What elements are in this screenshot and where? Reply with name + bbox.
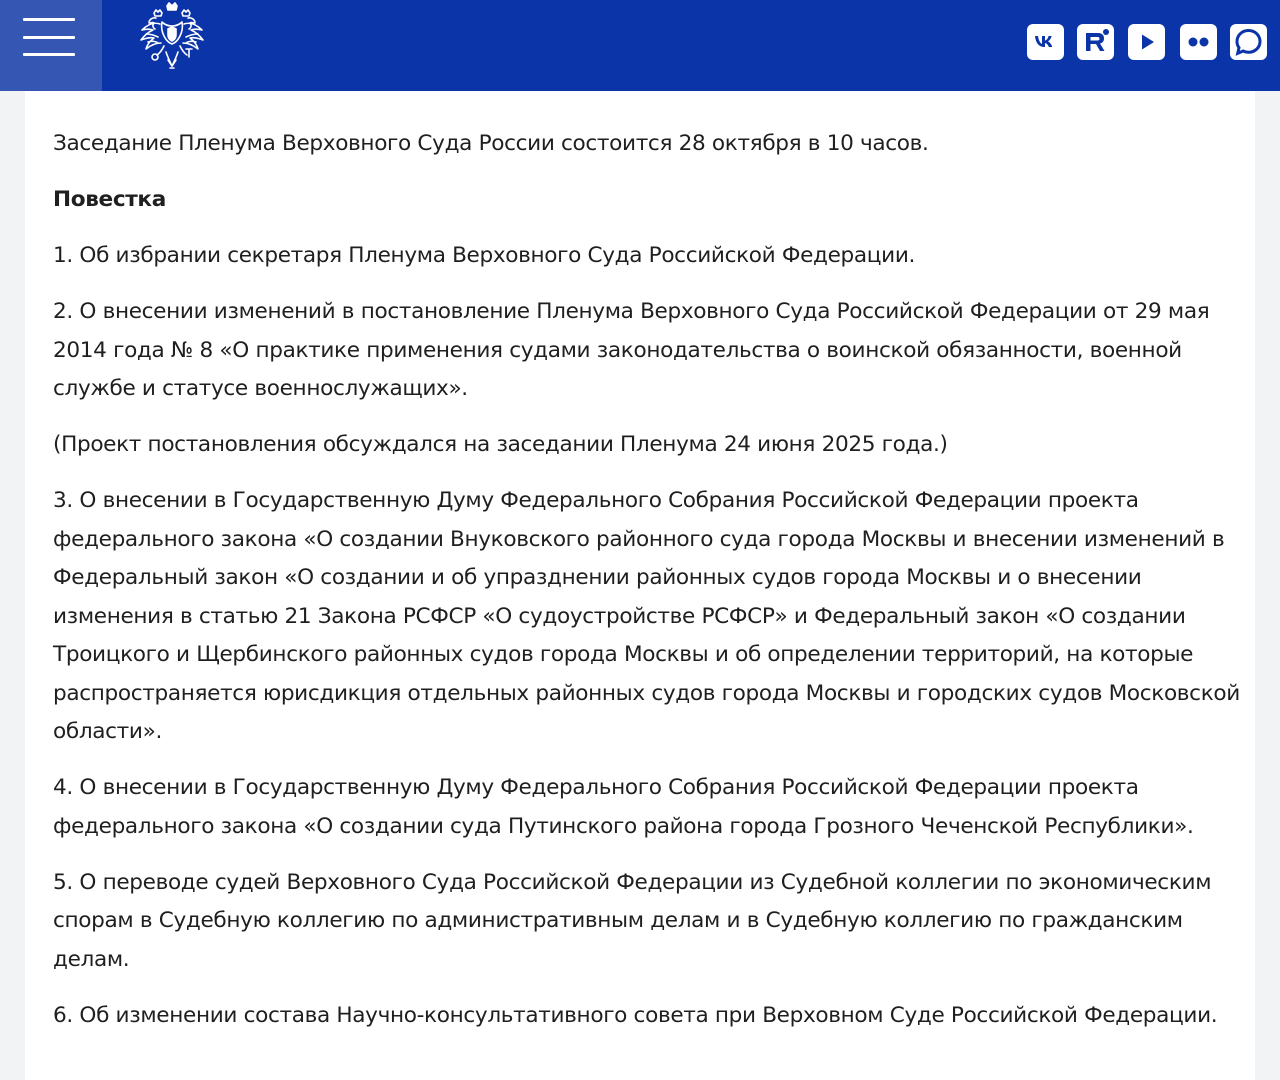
agenda-item: 3. О внесении в Государственную Думу Федерального Собрания Российской Федерации проекта федерального закона «О создании Внуковского районного суда города Москвы и внесении изменений в Федеральный закон «О создании и об упразднении районных судов города Москвы и о внесении изменения в статью 21 Закона РСФСР «О судоустройстве РСФСР» и Федеральный закон «О создании Троицкого и Щербинского районных судов города Москвы и об определении территорий, на которые распространяется юрисдикция отдельных районных судов города Москвы и городских судов Московской области».	[53, 488, 1240, 744]
vk-link[interactable]	[1027, 24, 1064, 60]
agenda-item: 1. Об избрании секретаря Пленума Верховного Суда Российской Федерации.	[53, 243, 916, 268]
menu-bar-bottom	[23, 53, 75, 56]
youtube-link[interactable]	[1128, 24, 1165, 60]
double-headed-eagle-emblem-icon[interactable]	[134, 2, 210, 74]
site-header	[0, 0, 1280, 91]
max-messenger-link[interactable]	[1230, 24, 1267, 60]
vk-icon	[1027, 24, 1064, 60]
agenda-item: 2. О внесении изменений в постановление Пленума Верховного Суда Российской Федерации от 29 мая 2014 года № 8 «О практике применения судами законодательства о воинской обязанности, военной службе и статусе военнослужащих».	[53, 299, 1210, 401]
max-messenger-icon	[1230, 24, 1267, 60]
article-body	[53, 125, 1253, 1053]
flickr-icon	[1180, 24, 1217, 60]
menu-bar-top	[23, 18, 75, 21]
youtube-icon	[1128, 24, 1165, 60]
agenda-note: (Проект постановления обсуждался на заседании Пленума 24 июня 2025 года.)	[53, 432, 948, 457]
agenda-item: 6. Об изменении состава Научно-консультативного совета при Верховном Суде Российской Федерации.	[53, 1002, 1218, 1028]
rutube-icon	[1077, 24, 1114, 60]
flickr-link[interactable]	[1180, 24, 1217, 60]
agenda-heading: Повестка	[53, 187, 166, 212]
menu-bar-middle	[23, 36, 75, 39]
agenda-item: 4. О внесении в Государственную Думу Федерального Собрания Российской Федерации проекта федерального закона «О создании суда Путинского района города Грозного Чеченской Республики».	[53, 775, 1194, 839]
rutube-link[interactable]	[1077, 24, 1114, 60]
article-card	[25, 91, 1255, 1080]
hamburger-menu-button[interactable]	[0, 0, 102, 91]
agenda-item: 5. О переводе судей Верховного Суда Российской Федерации из Судебной коллегии по экономическим спорам в Судебную коллегию по административным делам и в Судебную коллегию по гражданским делам.	[53, 869, 1212, 972]
article-intro: Заседание Пленума Верховного Суда России состоится 28 октября в 10 часов.	[53, 131, 929, 156]
